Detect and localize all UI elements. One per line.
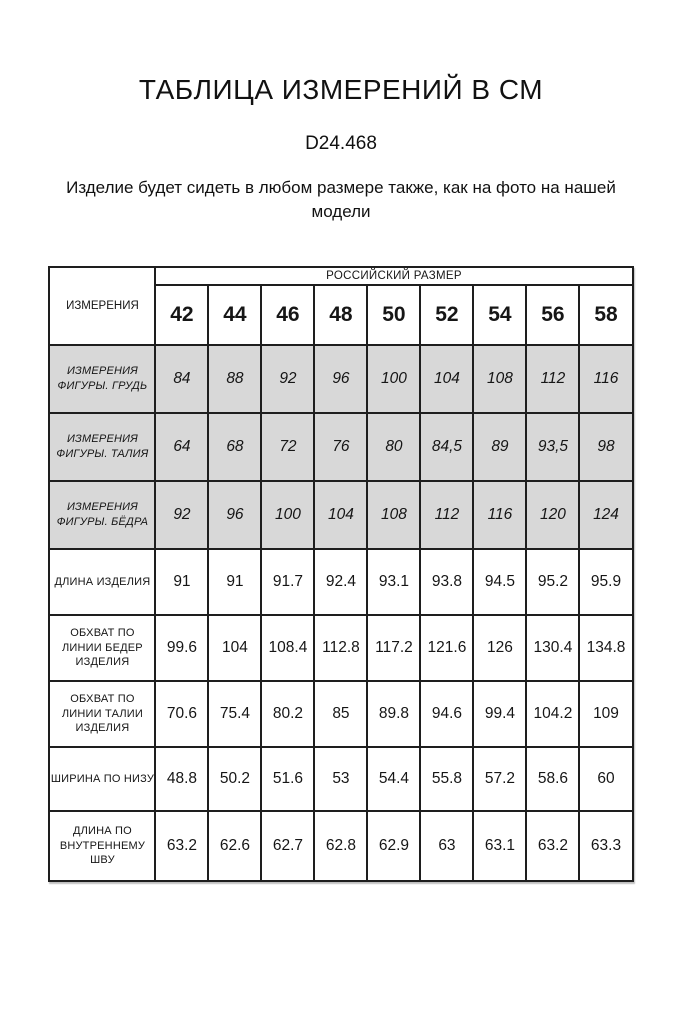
size-group-header-row	[49, 267, 632, 285]
measurement-value: 63.1	[473, 811, 526, 881]
measurement-row	[49, 481, 632, 549]
measurement-value: 104	[208, 615, 261, 681]
measurement-value: 51.6	[261, 747, 314, 811]
measurement-value: 108.4	[261, 615, 314, 681]
size-column-header-58: 58	[579, 285, 632, 345]
size-column-header-56: 56	[526, 285, 579, 345]
measurement-value: 62.7	[261, 811, 314, 881]
row-label: ДЛИНА ПО ВНУТРЕННЕМУ ШВУ	[49, 811, 155, 881]
measurement-value: 89	[473, 413, 526, 481]
measurement-row	[49, 681, 632, 747]
size-column-header-52: 52	[420, 285, 473, 345]
row-label: ДЛИНА ИЗДЕЛИЯ	[49, 549, 155, 615]
row-label: ИЗМЕРЕНИЯ ФИГУРЫ. БЁДРА	[49, 481, 155, 549]
measurement-value: 89.8	[367, 681, 420, 747]
row-label: ШИРИНА ПО НИЗУ	[49, 747, 155, 811]
measurement-value: 91	[208, 549, 261, 615]
measurement-value: 96	[314, 345, 367, 413]
measurement-value: 70.6	[155, 681, 208, 747]
measurement-value: 93.8	[420, 549, 473, 615]
measurement-value: 94.6	[420, 681, 473, 747]
measurement-value: 62.8	[314, 811, 367, 881]
measurement-value: 130.4	[526, 615, 579, 681]
page-title: ТАБЛИЦА ИЗМЕРЕНИЙ В СМ	[138, 74, 544, 105]
measurement-value: 108	[367, 481, 420, 549]
size-column-header-44: 44	[208, 285, 261, 345]
measurement-value: 112.8	[314, 615, 367, 681]
measurement-value: 64	[155, 413, 208, 481]
measurement-value: 95.9	[579, 549, 632, 615]
row-label: ИЗМЕРЕНИЯ ФИГУРЫ. ТАЛИЯ	[49, 413, 155, 481]
russian-size-group-header: РОССИЙСКИЙ РАЗМЕР	[155, 267, 632, 285]
measurement-value: 116	[579, 345, 632, 413]
measurement-row	[49, 413, 632, 481]
measurement-value: 53	[314, 747, 367, 811]
measurement-value: 92	[261, 345, 314, 413]
measurements-corner-header: ИЗМЕРЕНИЯ	[49, 267, 155, 345]
size-column-header-50: 50	[367, 285, 420, 345]
measurement-value: 80.2	[261, 681, 314, 747]
measurement-value: 80	[367, 413, 420, 481]
measurements-table	[48, 266, 633, 882]
measurement-value: 121.6	[420, 615, 473, 681]
measurement-value: 92	[155, 481, 208, 549]
measurement-value: 55.8	[420, 747, 473, 811]
measurement-value: 63.2	[526, 811, 579, 881]
measurement-row	[49, 549, 632, 615]
model-code: D24.468	[305, 133, 377, 154]
measurement-value: 63.2	[155, 811, 208, 881]
measurement-value: 116	[473, 481, 526, 549]
measurement-row	[49, 811, 632, 881]
measurement-value: 58.6	[526, 747, 579, 811]
measurement-value: 108	[473, 345, 526, 413]
measurement-value: 88	[208, 345, 261, 413]
measurement-value: 120	[526, 481, 579, 549]
measurement-value: 84	[155, 345, 208, 413]
measurement-value: 72	[261, 413, 314, 481]
measurement-value: 112	[526, 345, 579, 413]
measurement-value: 84,5	[420, 413, 473, 481]
measurement-value: 100	[261, 481, 314, 549]
measurement-value: 112	[420, 481, 473, 549]
measurement-value: 134.8	[579, 615, 632, 681]
measurement-value: 100	[367, 345, 420, 413]
measurement-value: 57.2	[473, 747, 526, 811]
measurement-row	[49, 747, 632, 811]
measurement-value: 62.9	[367, 811, 420, 881]
measurement-value: 98	[579, 413, 632, 481]
size-column-header-46: 46	[261, 285, 314, 345]
measurement-value: 85	[314, 681, 367, 747]
measurement-value: 48.8	[155, 747, 208, 811]
fit-description: Изделие будет сидеть в любом размере также, как на фото на нашей модели	[66, 178, 616, 221]
size-column-header-48: 48	[314, 285, 367, 345]
measurement-row	[49, 345, 632, 413]
measurement-value: 92.4	[314, 549, 367, 615]
row-label: ИЗМЕРЕНИЯ ФИГУРЫ. ГРУДЬ	[49, 345, 155, 413]
measurement-value: 93,5	[526, 413, 579, 481]
measurement-value: 104	[420, 345, 473, 413]
measurement-value: 104.2	[526, 681, 579, 747]
measurement-value: 91	[155, 549, 208, 615]
measurement-value: 93.1	[367, 549, 420, 615]
measurement-value: 76	[314, 413, 367, 481]
measurement-value: 99.6	[155, 615, 208, 681]
row-label: ОБХВАТ ПО ЛИНИИ ТАЛИИ ИЗДЕЛИЯ	[49, 681, 155, 747]
measurement-value: 91.7	[261, 549, 314, 615]
measurement-value: 124	[579, 481, 632, 549]
measurement-value: 126	[473, 615, 526, 681]
measurement-value: 109	[579, 681, 632, 747]
measurement-value: 68	[208, 413, 261, 481]
measurement-value: 94.5	[473, 549, 526, 615]
measurement-value: 63	[420, 811, 473, 881]
row-label: ОБХВАТ ПО ЛИНИИ БЕДЕР ИЗДЕЛИЯ	[49, 615, 155, 681]
measurement-value: 117.2	[367, 615, 420, 681]
measurement-value: 63.3	[579, 811, 632, 881]
measurement-value: 96	[208, 481, 261, 549]
size-column-header-42: 42	[155, 285, 208, 345]
measurement-value: 75.4	[208, 681, 261, 747]
measurement-value: 50.2	[208, 747, 261, 811]
measurement-value: 54.4	[367, 747, 420, 811]
measurement-value: 104	[314, 481, 367, 549]
measurement-row	[49, 615, 632, 681]
measurement-value: 99.4	[473, 681, 526, 747]
measurement-value: 95.2	[526, 549, 579, 615]
size-column-header-54: 54	[473, 285, 526, 345]
measurement-value: 60	[579, 747, 632, 811]
measurement-value: 62.6	[208, 811, 261, 881]
